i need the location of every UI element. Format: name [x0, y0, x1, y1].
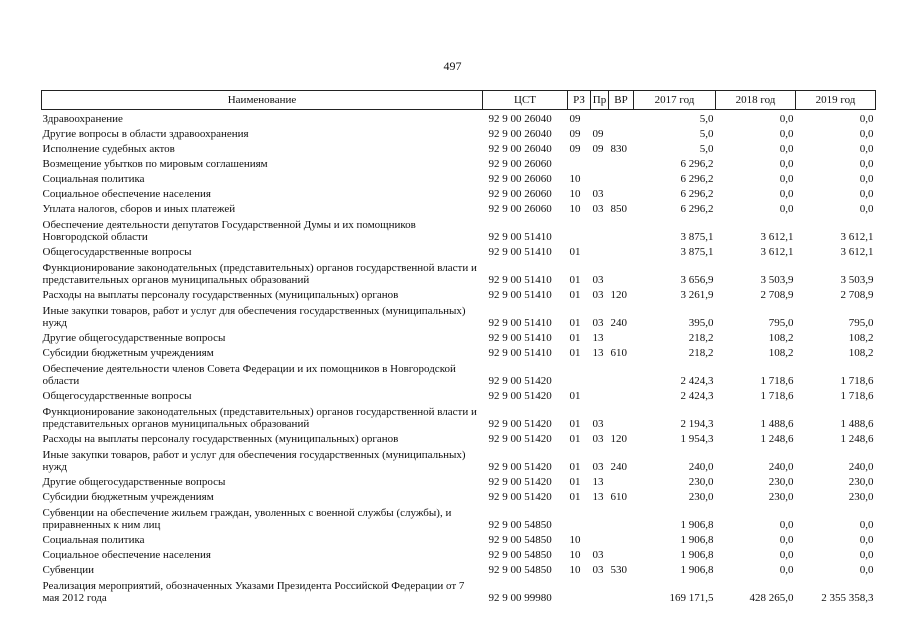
cell-value-2017: 218,2: [688, 332, 714, 344]
header-cst: ЦСТ: [483, 91, 568, 110]
cell-value-2017: 169 171,5: [669, 592, 714, 604]
cell-cst: 92 9 00 26040: [488, 128, 552, 140]
table-row: [42, 430, 876, 445]
cell-cst: 92 9 00 54850: [488, 549, 552, 561]
header-vr: ВР: [609, 91, 634, 110]
cell-rz: [568, 503, 591, 531]
cell-vr: [609, 503, 634, 531]
cell-name: Реализация мероприятий, обозначенных Указами Президента Российской Федерации от 7 мая 2012 года: [42, 580, 465, 604]
cell-cst: 92 9 00 51420: [488, 461, 552, 473]
table-row: [42, 561, 876, 576]
table-row: [42, 258, 876, 286]
cell-name: Общегосударственные вопросы: [42, 246, 192, 258]
cell-rz: 10: [569, 188, 581, 200]
cell-value-2019: 0,0: [859, 564, 874, 576]
cell-rz: 10: [569, 203, 581, 215]
cell-value-2017: 3 261,9: [680, 289, 714, 301]
cell-value-2019: 0,0: [859, 143, 874, 155]
cell-vr: 120: [610, 433, 627, 445]
cell-vr: [609, 531, 634, 546]
cell-name: Возмещение убытков по мировым соглашениям: [42, 158, 268, 170]
cell-value-2019: 1 248,6: [840, 433, 874, 445]
cell-value-2018: 0,0: [779, 203, 794, 215]
cell-value-2018: 108,2: [768, 332, 794, 344]
cell-rz: [568, 215, 591, 243]
table-row: [42, 546, 876, 561]
header-2017: 2017 год: [634, 91, 716, 110]
cell-cst: 92 9 00 51410: [488, 317, 552, 329]
cell-pr: [591, 110, 609, 126]
cell-rz: 10: [569, 173, 581, 185]
cell-value-2017: 3 656,9: [680, 274, 714, 286]
cell-value-2017: 6 296,2: [680, 188, 714, 200]
cell-rz: 01: [569, 390, 581, 402]
cell-cst: 92 9 00 51410: [488, 347, 552, 359]
cell-name: Социальная политика: [42, 173, 145, 185]
table-row: [42, 359, 876, 387]
table-row: [42, 200, 876, 215]
cell-pr: 03: [592, 203, 604, 215]
cell-vr: [609, 243, 634, 258]
cell-rz: 10: [569, 534, 581, 546]
cell-name: Функционирование законодательных (представительных) органов государственной власти и представительных органов муниципальных образований: [42, 406, 477, 430]
cell-value-2017: 6 296,2: [680, 158, 714, 170]
cell-vr: 120: [610, 289, 627, 301]
table-row: [42, 301, 876, 329]
cell-value-2017: 230,0: [688, 476, 714, 488]
cell-cst: 92 9 00 26060: [488, 158, 552, 170]
cell-cst: 92 9 00 51410: [488, 246, 552, 258]
cell-value-2017: 218,2: [688, 347, 714, 359]
table-header-row: [42, 91, 876, 110]
cell-value-2019: 0,0: [859, 158, 874, 170]
table-row: [42, 445, 876, 473]
cell-name: Общегосударственные вопросы: [42, 390, 192, 402]
cell-pr: 03: [592, 289, 604, 301]
cell-value-2017: 395,0: [688, 317, 714, 329]
cell-value-2018: 3 612,1: [760, 231, 794, 243]
cell-value-2019: 0,0: [859, 203, 874, 215]
cell-vr: [609, 215, 634, 243]
cell-cst: 92 9 00 26040: [488, 113, 552, 125]
cell-pr: [591, 243, 609, 258]
cell-rz: 01: [569, 491, 581, 503]
cell-name: Субсидии бюджетным учреждениям: [42, 347, 214, 359]
cell-value-2018: 240,0: [768, 461, 794, 473]
cell-value-2017: 1 906,8: [680, 564, 714, 576]
cell-vr: 240: [610, 461, 627, 473]
cell-value-2018: 0,0: [779, 188, 794, 200]
cell-rz: 01: [569, 317, 581, 329]
cell-cst: 92 9 00 26060: [488, 188, 552, 200]
cell-pr: 13: [592, 332, 604, 344]
cell-rz: 01: [569, 332, 581, 344]
cell-value-2019: 3 503,9: [840, 274, 874, 286]
cell-cst: 92 9 00 51410: [488, 289, 552, 301]
table-row: [42, 185, 876, 200]
cell-value-2019: 0,0: [859, 188, 874, 200]
cell-rz: 09: [569, 128, 581, 140]
cell-cst: 92 9 00 51410: [488, 332, 552, 344]
cell-vr: [609, 155, 634, 170]
cell-name: Обеспечение деятельности депутатов Государственной Думы и их помощников Новгородской области: [42, 219, 416, 243]
cell-value-2017: 2 194,3: [680, 418, 714, 430]
cell-value-2017: 5,0: [699, 128, 714, 140]
cell-name: Здравоохранение: [42, 113, 123, 125]
cell-value-2018: 2 708,9: [760, 289, 794, 301]
cell-pr: 13: [592, 347, 604, 359]
cell-value-2019: 0,0: [859, 549, 874, 561]
cell-name: Субвенции на обеспечение жильем граждан, уволенных с военной службы (службы), и приравненных к ним лиц: [42, 507, 452, 531]
cell-value-2018: 0,0: [779, 173, 794, 185]
cell-vr: [609, 110, 634, 126]
cell-pr: 03: [592, 418, 604, 430]
cell-name: Социальное обеспечение населения: [42, 549, 211, 561]
header-2019: 2019 год: [796, 91, 876, 110]
table-row: [42, 402, 876, 430]
cell-name: Функционирование законодательных (представительных) органов государственной власти и представительных органов муниципальных образований: [42, 262, 477, 286]
cell-pr: 03: [592, 433, 604, 445]
cell-value-2018: 0,0: [779, 534, 794, 546]
cell-name: Другие общегосударственные вопросы: [42, 332, 226, 344]
cell-value-2017: 1 906,8: [680, 549, 714, 561]
cell-value-2019: 108,2: [848, 347, 874, 359]
page-number: 497: [443, 59, 462, 73]
cell-value-2018: 0,0: [779, 519, 794, 531]
cell-pr: [591, 359, 609, 387]
table-row: [42, 503, 876, 531]
cell-cst: 92 9 00 26060: [488, 173, 552, 185]
cell-name: Расходы на выплаты персоналу государственных (муниципальных) органов: [42, 289, 399, 301]
cell-vr: 610: [610, 491, 627, 503]
cell-vr: [609, 473, 634, 488]
cell-vr: 850: [610, 203, 627, 215]
cell-value-2019: 0,0: [859, 519, 874, 531]
cell-name: Уплата налогов, сборов и иных платежей: [42, 203, 236, 215]
cell-vr: 240: [610, 317, 627, 329]
cell-pr: [591, 387, 609, 402]
cell-vr: 610: [610, 347, 627, 359]
cell-value-2018: 428 265,0: [749, 592, 794, 604]
table-row: [42, 170, 876, 185]
cell-value-2018: 1 248,6: [760, 433, 794, 445]
cell-vr: [609, 170, 634, 185]
cell-cst: 92 9 00 26040: [488, 143, 552, 155]
cell-pr: 03: [592, 317, 604, 329]
cell-value-2019: 2 355 358,3: [821, 592, 874, 604]
table-row: [42, 215, 876, 243]
cell-rz: 01: [569, 418, 581, 430]
cell-pr: [591, 531, 609, 546]
cell-pr: 13: [592, 476, 604, 488]
cell-cst: 92 9 00 51420: [488, 491, 552, 503]
cell-pr: 09: [592, 143, 604, 155]
cell-value-2018: 3 612,1: [760, 246, 794, 258]
table-row: [42, 488, 876, 503]
cell-value-2019: 3 612,1: [840, 231, 874, 243]
table-row: [42, 387, 876, 402]
header-2018: 2018 год: [716, 91, 796, 110]
cell-cst: 92 9 00 26060: [488, 203, 552, 215]
header-pr: Пр: [591, 91, 609, 110]
cell-cst: 92 9 00 54850: [488, 534, 552, 546]
cell-pr: 03: [592, 549, 604, 561]
table-row: [42, 243, 876, 258]
cell-vr: [609, 387, 634, 402]
cell-value-2017: 240,0: [688, 461, 714, 473]
cell-rz: 10: [569, 549, 581, 561]
cell-rz: 09: [569, 113, 581, 125]
cell-vr: [609, 329, 634, 344]
cell-value-2017: 2 424,3: [680, 375, 714, 387]
cell-value-2019: 0,0: [859, 173, 874, 185]
cell-name: Иные закупки товаров, работ и услуг для обеспечения государственных (муниципальных) нужд: [42, 449, 466, 473]
cell-value-2018: 0,0: [779, 113, 794, 125]
table-row: [42, 531, 876, 546]
cell-rz: [568, 359, 591, 387]
cell-rz: [568, 576, 591, 604]
cell-cst: 92 9 00 54850: [488, 519, 552, 531]
cell-value-2017: 2 424,3: [680, 390, 714, 402]
table-row: [42, 140, 876, 155]
cell-vr: [609, 576, 634, 604]
cell-cst: 92 9 00 54850: [488, 564, 552, 576]
cell-vr: [609, 258, 634, 286]
cell-cst: 92 9 00 51420: [488, 476, 552, 488]
table-row: [42, 344, 876, 359]
cell-cst: 92 9 00 51420: [488, 390, 552, 402]
cell-pr: 03: [592, 461, 604, 473]
cell-name: Исполнение судебных актов: [42, 143, 175, 155]
cell-pr: [591, 155, 609, 170]
cell-value-2018: 795,0: [768, 317, 794, 329]
cell-value-2018: 0,0: [779, 564, 794, 576]
cell-rz: 01: [569, 433, 581, 445]
cell-value-2019: 0,0: [859, 113, 874, 125]
cell-value-2018: 0,0: [779, 128, 794, 140]
cell-rz: 01: [569, 347, 581, 359]
cell-pr: [591, 576, 609, 604]
cell-cst: 92 9 00 51420: [488, 433, 552, 445]
cell-rz: [568, 155, 591, 170]
cell-value-2019: 230,0: [848, 491, 874, 503]
cell-name: Другие общегосударственные вопросы: [42, 476, 226, 488]
header-rz: РЗ: [568, 91, 591, 110]
table-body: [42, 110, 876, 605]
table-row: [42, 576, 876, 604]
cell-value-2018: 1 718,6: [760, 390, 794, 402]
cell-rz: 01: [569, 461, 581, 473]
cell-name: Социальное обеспечение населения: [42, 188, 211, 200]
cell-pr: [591, 170, 609, 185]
cell-value-2019: 0,0: [859, 128, 874, 140]
cell-rz: 01: [569, 274, 581, 286]
cell-name: Иные закупки товаров, работ и услуг для обеспечения государственных (муниципальных) нужд: [42, 305, 466, 329]
cell-value-2017: 5,0: [699, 113, 714, 125]
table-row: [42, 329, 876, 344]
cell-vr: [609, 402, 634, 430]
cell-value-2019: 1 718,6: [840, 375, 874, 387]
cell-name: Расходы на выплаты персоналу государственных (муниципальных) органов: [42, 433, 399, 445]
cell-value-2019: 1 718,6: [840, 390, 874, 402]
table-row: [42, 110, 876, 126]
cell-pr: [591, 503, 609, 531]
cell-value-2018: 230,0: [768, 476, 794, 488]
cell-value-2017: 6 296,2: [680, 203, 714, 215]
cell-value-2018: 0,0: [779, 143, 794, 155]
cell-value-2017: 1 906,8: [680, 519, 714, 531]
cell-value-2017: 3 875,1: [680, 246, 714, 258]
cell-value-2018: 3 503,9: [760, 274, 794, 286]
cell-rz: 10: [569, 564, 581, 576]
cell-name: Субсидии бюджетным учреждениям: [42, 491, 214, 503]
cell-value-2018: 0,0: [779, 549, 794, 561]
cell-value-2017: 3 875,1: [680, 231, 714, 243]
cell-value-2017: 1 906,8: [680, 534, 714, 546]
budget-table: [41, 90, 876, 604]
header-name: Наименование: [42, 91, 483, 110]
cell-rz: 09: [569, 143, 581, 155]
cell-value-2017: 1 954,3: [680, 433, 714, 445]
cell-rz: 01: [569, 476, 581, 488]
cell-rz: 01: [569, 246, 581, 258]
cell-value-2017: 230,0: [688, 491, 714, 503]
cell-vr: 830: [610, 143, 627, 155]
cell-value-2018: 230,0: [768, 491, 794, 503]
cell-pr: 03: [592, 274, 604, 286]
cell-value-2019: 230,0: [848, 476, 874, 488]
cell-vr: 530: [610, 564, 627, 576]
cell-cst: 92 9 00 51420: [488, 375, 552, 387]
cell-value-2017: 6 296,2: [680, 173, 714, 185]
cell-cst: 92 9 00 51410: [488, 231, 552, 243]
cell-name: Социальная политика: [42, 534, 145, 546]
cell-vr: [609, 359, 634, 387]
cell-value-2017: 5,0: [699, 143, 714, 155]
cell-cst: 92 9 00 51410: [488, 274, 552, 286]
cell-cst: 92 9 00 51420: [488, 418, 552, 430]
cell-value-2018: 1 488,6: [760, 418, 794, 430]
cell-cst: 92 9 00 99980: [488, 592, 552, 604]
cell-name: Обеспечение деятельности членов Совета Федерации и их помощников в Новгородской области: [42, 363, 456, 387]
cell-value-2018: 108,2: [768, 347, 794, 359]
table-row: [42, 286, 876, 301]
cell-value-2018: 1 718,6: [760, 375, 794, 387]
cell-value-2019: 108,2: [848, 332, 874, 344]
cell-value-2019: 240,0: [848, 461, 874, 473]
cell-value-2019: 2 708,9: [840, 289, 874, 301]
cell-pr: 03: [592, 188, 604, 200]
cell-pr: 03: [592, 564, 604, 576]
cell-value-2019: 0,0: [859, 534, 874, 546]
cell-pr: [591, 215, 609, 243]
cell-name: Субвенции: [42, 564, 95, 576]
cell-vr: [609, 546, 634, 561]
table-row: [42, 473, 876, 488]
cell-value-2018: 0,0: [779, 158, 794, 170]
cell-rz: 01: [569, 289, 581, 301]
cell-value-2019: 1 488,6: [840, 418, 874, 430]
cell-pr: 09: [592, 128, 604, 140]
table-row: [42, 155, 876, 170]
cell-value-2019: 3 612,1: [840, 246, 874, 258]
table-row: [42, 125, 876, 140]
cell-vr: [609, 185, 634, 200]
cell-name: Другие вопросы в области здравоохранения: [42, 128, 249, 140]
cell-vr: [609, 125, 634, 140]
cell-pr: 13: [592, 491, 604, 503]
cell-value-2019: 795,0: [848, 317, 874, 329]
